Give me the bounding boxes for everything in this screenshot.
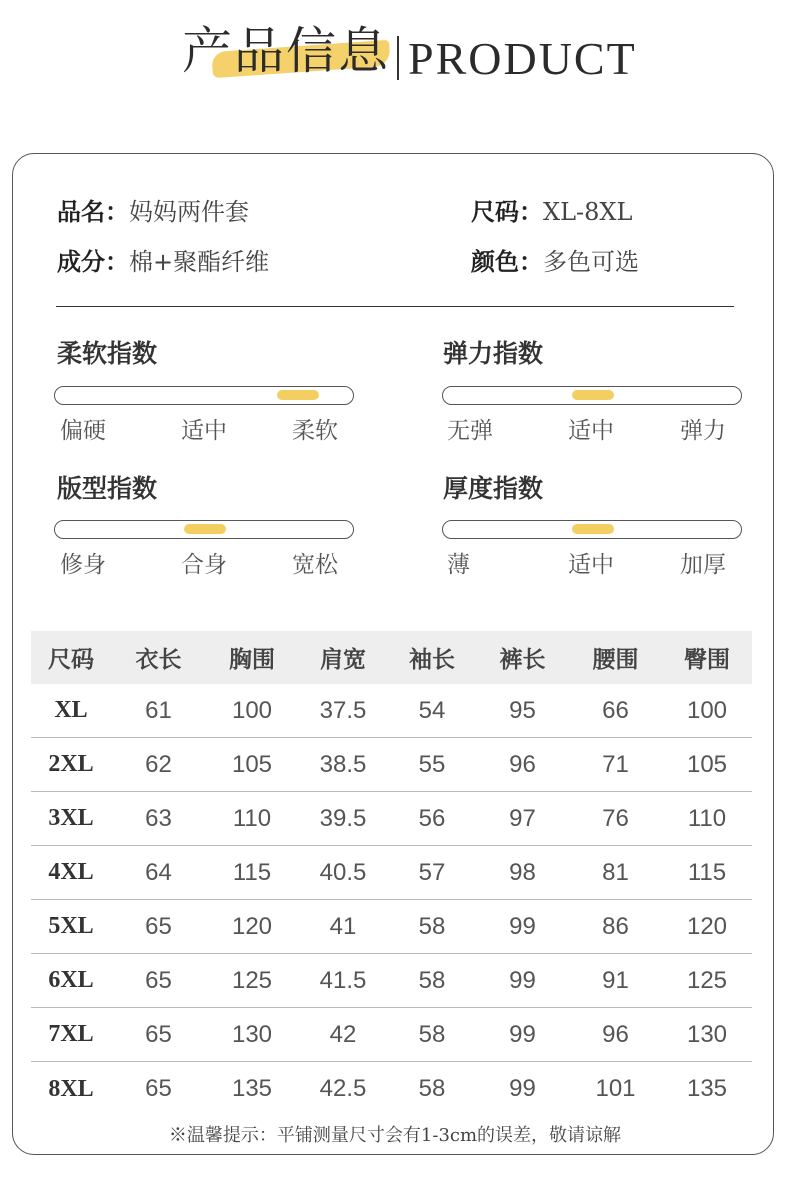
table-header: [31, 631, 752, 684]
measurement-cell: 86: [602, 912, 629, 940]
measurement-note: ※温馨提示：平铺测量尺寸会有1-3cm的误差，敬请谅解: [168, 1125, 622, 1146]
table-body: [31, 684, 752, 1116]
measurement-cell: 125: [231, 966, 273, 994]
softness-index-marker: [277, 390, 319, 400]
page-header: [0, 0, 790, 120]
column-header: 腰围: [592, 647, 639, 673]
measurement-cell: 115: [232, 858, 272, 886]
scale-label-high: 弹力: [680, 418, 726, 444]
measurement-cell: 110: [687, 804, 727, 832]
elasticity-index-marker: [572, 390, 614, 400]
title-english: PRODUCT: [408, 33, 637, 84]
title-chinese: 产品信息: [182, 22, 390, 80]
title-separator: [397, 36, 399, 80]
measurement-cell: 115: [687, 858, 727, 886]
fit-index-title: 版型指数: [57, 474, 158, 503]
scale-label-high: 柔软: [292, 418, 338, 444]
measurement-cell: 63: [145, 804, 172, 832]
measurement-cell: 61: [145, 696, 172, 724]
measurement-cell: 125: [686, 966, 728, 994]
size-cell: 2XL: [48, 751, 94, 777]
info-value: 棉+聚酯纤维: [129, 248, 270, 276]
measurement-cell: 95: [509, 696, 536, 724]
scale-label-high: 加厚: [680, 552, 726, 578]
elasticity-index-labels: [442, 420, 742, 446]
table-row: [31, 792, 752, 846]
measurement-cell: 65: [145, 912, 172, 940]
measurement-cell: 130: [231, 1020, 273, 1048]
measurement-cell: 64: [145, 858, 172, 886]
info-divider: [56, 306, 734, 307]
measurement-cell: 65: [145, 966, 172, 994]
info-value: 妈妈两件套: [129, 198, 249, 226]
scale-label-low: 无弹: [447, 418, 493, 444]
thickness-index-marker: [572, 524, 614, 534]
measurement-cell: 101: [595, 1075, 636, 1102]
softness-index-labels: [54, 420, 354, 446]
measurement-cell: 100: [231, 696, 273, 724]
table-row: [31, 846, 752, 900]
info-label: 成分：: [57, 248, 129, 276]
measurement-cell: 62: [145, 750, 172, 778]
elasticity-index-track: [442, 386, 742, 405]
measurement-cell: 99: [509, 1075, 536, 1102]
measurement-cell: 41: [329, 912, 357, 940]
measurement-cell: 81: [602, 858, 629, 886]
measurement-cell: 58: [418, 912, 446, 940]
info-product-name: [57, 200, 249, 224]
thickness-index-track: [442, 520, 742, 539]
thickness-index-labels: [442, 554, 742, 580]
scale-label-low: 修身: [60, 552, 106, 578]
measurement-cell: 105: [231, 750, 273, 778]
scale-label-high: 宽松: [292, 552, 338, 578]
measurement-cell: 58: [418, 966, 446, 994]
table-row: [31, 954, 752, 1008]
softness-index-title: 柔软指数: [57, 339, 158, 368]
size-cell: 6XL: [48, 967, 94, 993]
scale-label-mid: 适中: [181, 418, 227, 444]
measurement-cell: 130: [686, 1020, 728, 1048]
column-header: 臀围: [684, 647, 730, 673]
size-table: [31, 631, 752, 1116]
softness-index-track: [54, 386, 354, 405]
scale-label-mid: 适中: [568, 552, 614, 578]
measurement-cell: 41.5: [319, 966, 367, 994]
size-cell: 5XL: [48, 913, 94, 939]
measurement-cell: 57: [418, 858, 446, 886]
measurement-cell: 135: [686, 1075, 728, 1102]
measurement-cell: 120: [686, 912, 728, 940]
measurement-cell: 99: [509, 966, 536, 994]
measurement-cell: 105: [686, 750, 728, 778]
measurement-cell: 96: [509, 750, 536, 778]
fit-index-marker: [184, 524, 226, 534]
info-label: 颜色：: [471, 248, 543, 276]
column-header: 肩宽: [320, 647, 366, 673]
info-label: 尺码：: [471, 198, 543, 226]
measurement-cell: 55: [418, 750, 446, 778]
measurement-cell: 58: [418, 1075, 446, 1102]
measurement-cell: 42.5: [319, 1075, 367, 1102]
info-label: 品名：: [57, 198, 129, 226]
measurement-cell: 98: [509, 858, 536, 886]
measurement-cell: 38.5: [319, 750, 367, 778]
info-size-range: [471, 200, 632, 224]
size-cell: XL: [54, 697, 88, 723]
column-header: 袖长: [409, 647, 455, 673]
measurement-cell: 39.5: [319, 804, 367, 832]
scale-label-mid: 适中: [568, 418, 614, 444]
measurement-cell: 58: [418, 1020, 446, 1048]
measurement-cell: 66: [602, 696, 629, 724]
measurement-cell: 110: [232, 804, 272, 832]
fit-index-track: [54, 520, 354, 539]
measurement-cell: 56: [418, 804, 446, 832]
measurement-cell: 135: [231, 1075, 273, 1102]
measurement-cell: 91: [602, 966, 629, 994]
measurement-cell: 65: [145, 1020, 172, 1048]
measurement-cell: 100: [686, 696, 728, 724]
measurement-cell: 42: [329, 1020, 357, 1048]
measurement-cell: 54: [418, 696, 446, 724]
measurement-cell: 120: [231, 912, 273, 940]
measurement-cell: 40.5: [319, 858, 367, 886]
size-cell: 8XL: [48, 1075, 94, 1102]
size-cell: 3XL: [48, 805, 94, 831]
scale-label-low: 偏硬: [60, 418, 106, 444]
size-cell: 4XL: [48, 859, 94, 885]
table-row: [31, 1008, 752, 1062]
scale-label-low: 薄: [447, 552, 470, 578]
table-row: [31, 684, 752, 738]
measurement-cell: 99: [509, 1020, 536, 1048]
info-value: 多色可选: [543, 248, 639, 276]
column-header: 衣长: [135, 647, 182, 673]
elasticity-index-title: 弹力指数: [443, 339, 544, 368]
measurement-cell: 96: [602, 1020, 629, 1048]
column-header: 胸围: [229, 647, 275, 673]
fit-index-labels: [54, 554, 354, 580]
info-material: [57, 250, 269, 274]
measurement-cell: 37.5: [319, 696, 367, 724]
info-value: XL-8XL: [543, 198, 633, 226]
measurement-cell: 76: [602, 804, 629, 832]
info-color: [471, 250, 639, 274]
measurement-cell: 99: [509, 912, 536, 940]
column-header: 裤长: [499, 647, 546, 673]
column-header: 尺码: [48, 647, 94, 673]
measurement-cell: 65: [145, 1075, 172, 1102]
table-row: [31, 1062, 752, 1116]
scale-label-mid: 合身: [181, 552, 227, 578]
measurement-cell: 97: [509, 804, 536, 832]
measurement-cell: 71: [602, 750, 629, 778]
table-row: [31, 900, 752, 954]
thickness-index-title: 厚度指数: [443, 474, 544, 503]
table-row: [31, 738, 752, 792]
size-cell: 7XL: [48, 1021, 94, 1047]
